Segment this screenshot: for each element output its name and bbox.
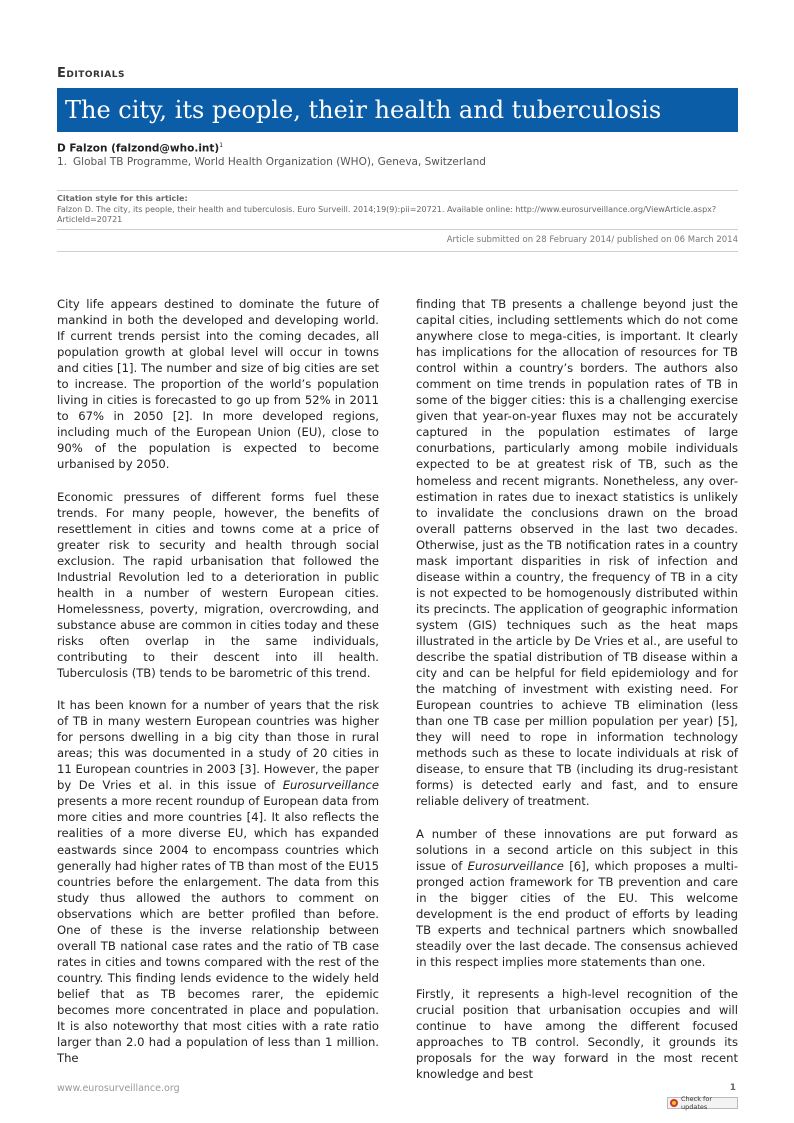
paragraph-text: It has been known for a number of years that the risk of TB in many western European countries was higher for persons dwelling in a big city than those in rural areas; this was documented in a study of 20 cities in 11 European countries in 2003 [3]. However, the paper by De Vries et al. in this issue of bbox=[57, 698, 379, 793]
check-for-updates-button[interactable] bbox=[667, 1097, 738, 1109]
divider bbox=[57, 229, 738, 230]
affiliation-line bbox=[57, 156, 486, 168]
citation-label: Citation style for this article: bbox=[57, 194, 188, 203]
article-title: The city, its people, their health and tuberculosis bbox=[65, 96, 662, 124]
page-number: 1 bbox=[729, 1083, 736, 1093]
body-column-right bbox=[416, 296, 738, 1098]
journal-name: Eurosurveillance bbox=[467, 858, 564, 873]
submission-date: Article submitted on 28 February 2014/ published on 06 March 2014 bbox=[446, 235, 738, 245]
citation-text: Falzon D. The city, its people, their health and tuberculosis. Euro Surveill. 2014;19(9):pii=20721. Available online: http://www.eurosurveillance.org/ViewArticle.aspx?ArticleId=20721 bbox=[57, 205, 717, 224]
title-banner bbox=[57, 88, 738, 132]
affiliation-text: Global TB Programme, World Health Organization (WHO), Geneva, Switzerland bbox=[73, 156, 486, 168]
paragraph bbox=[416, 826, 738, 970]
footer-url[interactable]: www.eurosurveillance.org bbox=[57, 1083, 180, 1094]
divider bbox=[57, 190, 738, 191]
affiliation-marker: 1 bbox=[219, 142, 224, 149]
paragraph: finding that TB presents a challenge beyond just the capital cities, including settlements which do not come anywhere close to mega-cities, is important. It clearly has implications for the allocation of resources for TB control within a country’s borders. The authors also comment on time trends in population rates of TB in some of the bigger cities: this is a challenging exercise given that year-on-year fluxes may not be accurately captured in the population estimates of large conurbations, particularly among mobile individuals expected to be at greatest risk of TB, such as the homeless and recent migrants. Nonetheless, any over-estimation in rates due to inexact statistics is unlikely to invalidate the conclusions drawn on the broad overall patterns observed in the last two decades. Otherwise, just as the TB notification rates in a country mask important disparities in risk of infection and disease within a country, the frequency of TB in a city is not expected to be homogenously distributed within its precincts. The application of geographic information system (GIS) techniques such as the heat maps illustrated in the article by De Vries et al., are useful to describe the spatial distribution of TB disease within a city and can be helpful for field epidemiology and for the matching of investment with existing need. For European countries to achieve TB elimination (less than one TB case per million population per year) [5], they will need to rope in information technology methods such as these to locate individuals at risk of disease, to ensure that TB (including its drug-resistant forms) is detected early and fast, and to ensure reliable delivery of treatment. bbox=[416, 297, 738, 809]
author-line bbox=[57, 142, 223, 155]
journal-name: Eurosurveillance bbox=[282, 778, 379, 793]
paragraph: Firstly, it represents a high-level recognition of the crucial position that urbanisation occupies and will continue to have among the different focused approaches to TB control. Secondly, it grounds its proposals for the way forward in the most recent knowledge and best bbox=[416, 986, 738, 1082]
affiliation-number: 1. bbox=[57, 156, 68, 168]
paragraph bbox=[57, 697, 379, 1066]
body-column-left bbox=[57, 296, 379, 1082]
paragraph-text: [6], which proposes a multi-pronged action framework for TB prevention and care in the bigger cities of the EU. This welcome development is the end product of efforts by leading TB experts and technical partners which snowballed steadily over the last decade. The consensus achieved in this respect implies more statements than one. bbox=[416, 858, 739, 969]
paragraph-text: presents a more recent roundup of European data from more cities and more countries [4]. It also reflects the realities of a more diverse EU, which has expanded eastwards since 2004 to encompass countries which generally had higher rates of TB than most of the EU15 countries before the enlargement. The data from this study thus allowed the authors to comment on observations which are better profiled than before. One of these is the inverse relationship between overall TB national case rates and the ratio of TB case rates in cities and towns compared with the rest of the country. This finding lends evidence to the widely held belief that as TB becomes rarer, the epidemic becomes more concentrated in place and population. It is also noteworthy that most cities with a rate ratio larger than 2.0 had a population of less than 1 million. The bbox=[57, 794, 379, 1066]
paragraph: Economic pressures of different forms fuel these trends. For many people, however, the benefits of resettlement in cities and towns come at a price of greater risk to security and health through social exclusion. The rapid urbanisation that followed the Industrial Revolution led to a deterioration in public health in a number of western European cities. Homelessness, poverty, migration, overcrowding, and substance abuse are common in cities today and these risks often overlap in the same individuals, contributing to their descent into ill health. Tuberculosis (TB) tends to be barometric of this trend. bbox=[57, 489, 379, 681]
crossmark-icon bbox=[670, 1099, 678, 1107]
author-name: D Falzon (falzond@who.int) bbox=[57, 142, 220, 155]
section-label: Editorials bbox=[57, 66, 125, 81]
divider bbox=[57, 251, 738, 252]
check-for-updates-label: Check for updates bbox=[681, 1095, 712, 1111]
paragraph-text: A number of these innovations are put forward as solutions in a second article on this subject in this issue of bbox=[416, 826, 738, 873]
paragraph: City life appears destined to dominate the future of mankind in both the developed and developing world. If current trends persist into the coming decades, all population growth at global level will occur in towns and cities [1]. The number and size of big cities are set to increase. The proportion of the world’s population living in cities is forecasted to go up from 52% in 2011 to 67% in 2050 [2]. In more developed regions, including much of the European Union (EU), close to 90% of the population is expected to become urbanised by 2050. bbox=[57, 297, 379, 472]
